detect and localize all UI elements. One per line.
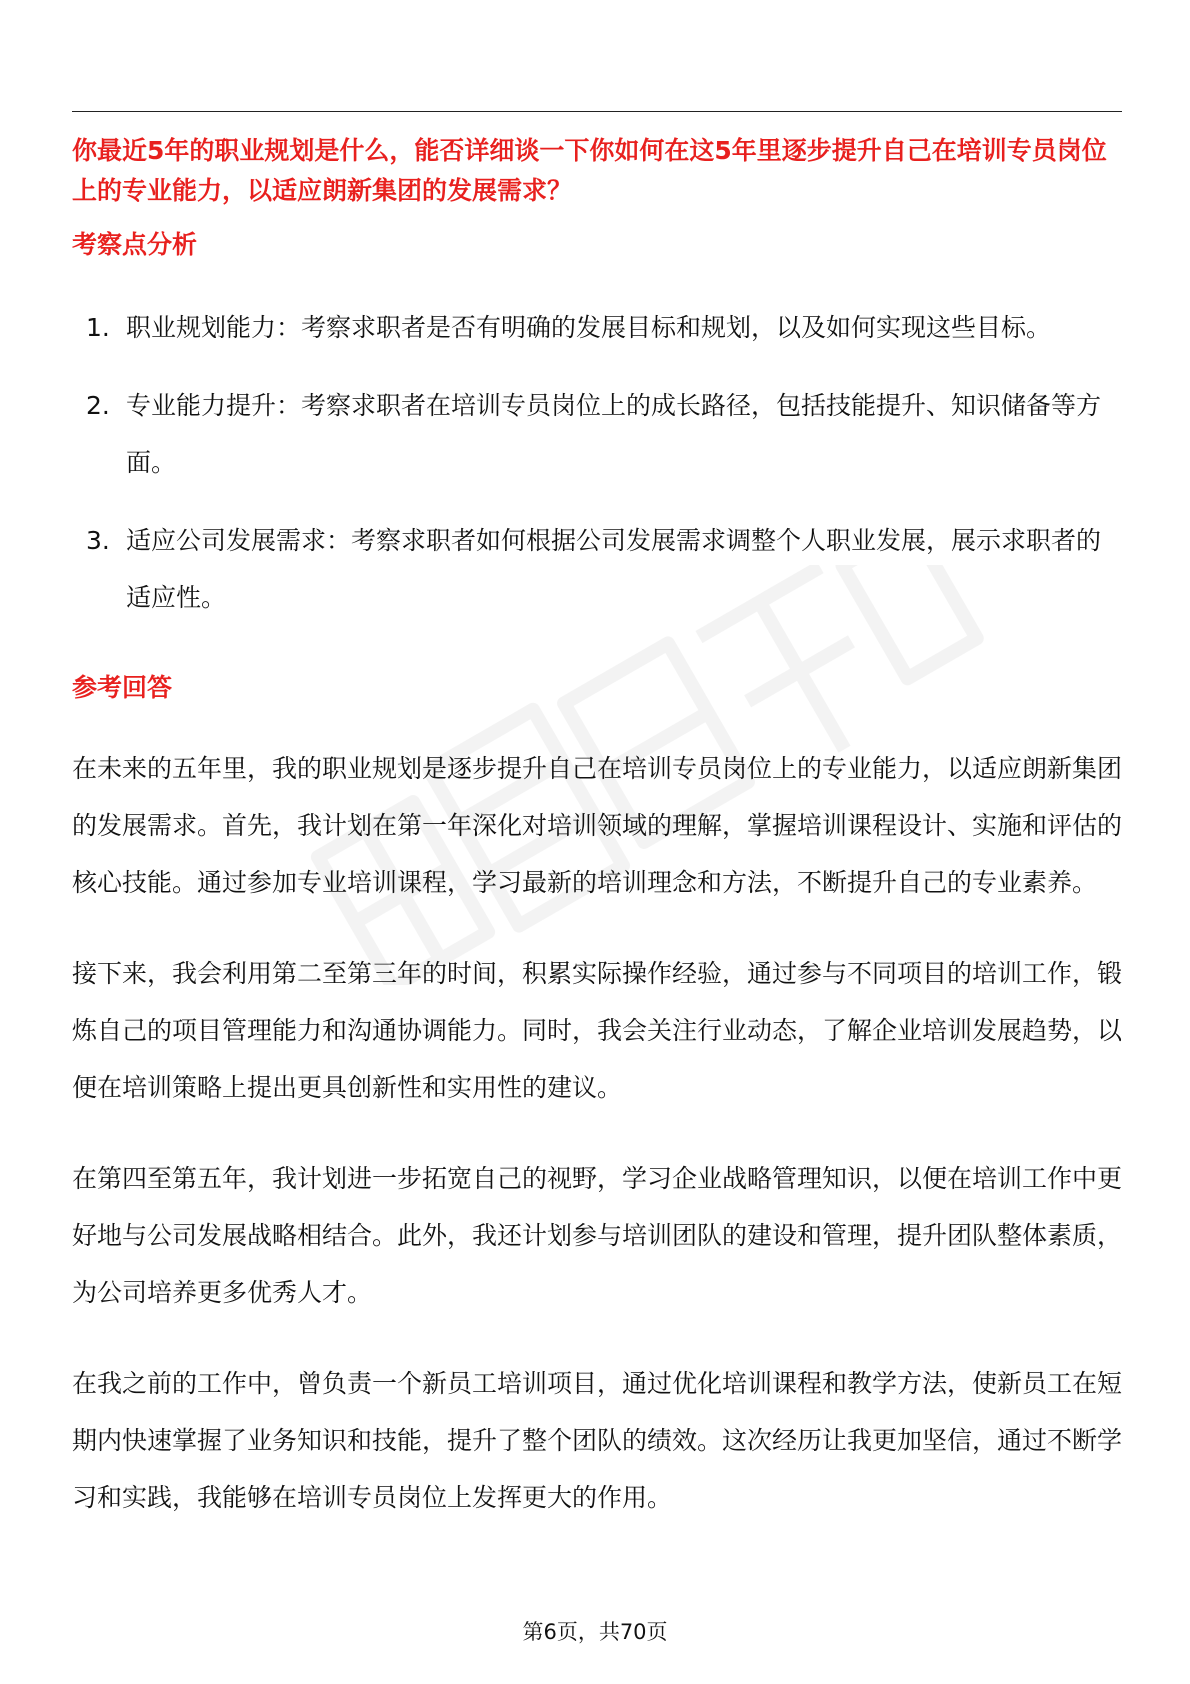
analysis-list [86, 299, 1122, 647]
analysis-item [86, 377, 1122, 491]
analysis-heading: 考察点分析 [72, 230, 198, 259]
answer-heading: 参考回答 [72, 673, 173, 702]
answer-paragraph: 在我之前的工作中，曾负责一个新员工培训项目，通过优化培训课程和教学方法，使新员工在短期内快速掌握了业务知识和技能，提升了整个团队的绩效。这次经历让我更加坚信，通过不断学习和实践，我能够在培训专员岗位上发挥更大的作用。 [72, 1369, 1123, 1512]
analysis-item-text: 专业能力提升：考察求职者在培训专员岗位上的成长路径，包括技能提升、知识储备等方面。 [126, 391, 1102, 477]
header-rule [72, 111, 1122, 112]
answer-paragraph: 在未来的五年里，我的职业规划是逐步提升自己在培训专员岗位上的专业能力，以适应朗新集团的发展需求。首先，我计划在第一年深化对培训领域的理解，掌握培训课程设计、实施和评估的核心技能。通过参加专业培训课程，学习最新的培训理念和方法，不断提升自己的专业素养。 [72, 754, 1123, 897]
answer-paragraph: 接下来，我会利用第二至第三年的时间，积累实际操作经验，通过参与不同项目的培训工作，锻炼自己的项目管理能力和沟通协调能力。同时，我会关注行业动态，了解企业培训发展趋势，以便在培训策略上提出更具创新性和实用性的建议。 [72, 959, 1123, 1102]
page-number-footer: 第6页，共70页 [522, 1620, 668, 1644]
document-page [72, 0, 1122, 1684]
analysis-item-number: 2. [86, 391, 110, 420]
analysis-item-number: 3. [86, 526, 110, 555]
answer-body [72, 740, 1122, 1560]
analysis-item [86, 299, 1122, 356]
question-heading: 你最近5年的职业规划是什么，能否详细谈一下你如何在这5年里逐步提升自己在培训专员岗位上的专业能力，以适应朗新集团的发展需求？ [72, 136, 1107, 205]
analysis-item-text: 适应公司发展需求：考察求职者如何根据公司发展需求调整个人职业发展，展示求职者的适应性。 [126, 526, 1102, 612]
analysis-item-number: 1. [86, 313, 110, 342]
answer-paragraph: 在第四至第五年，我计划进一步拓宽自己的视野，学习企业战略管理知识，以便在培训工作中更好地与公司发展战略相结合。此外，我还计划参与培训团队的建设和管理，提升团队整体素质，为公司培养更多优秀人才。 [72, 1164, 1123, 1307]
analysis-item-text: 职业规划能力：考察求职者是否有明确的发展目标和规划，以及如何实现这些目标。 [126, 313, 1052, 342]
analysis-item [86, 512, 1122, 626]
